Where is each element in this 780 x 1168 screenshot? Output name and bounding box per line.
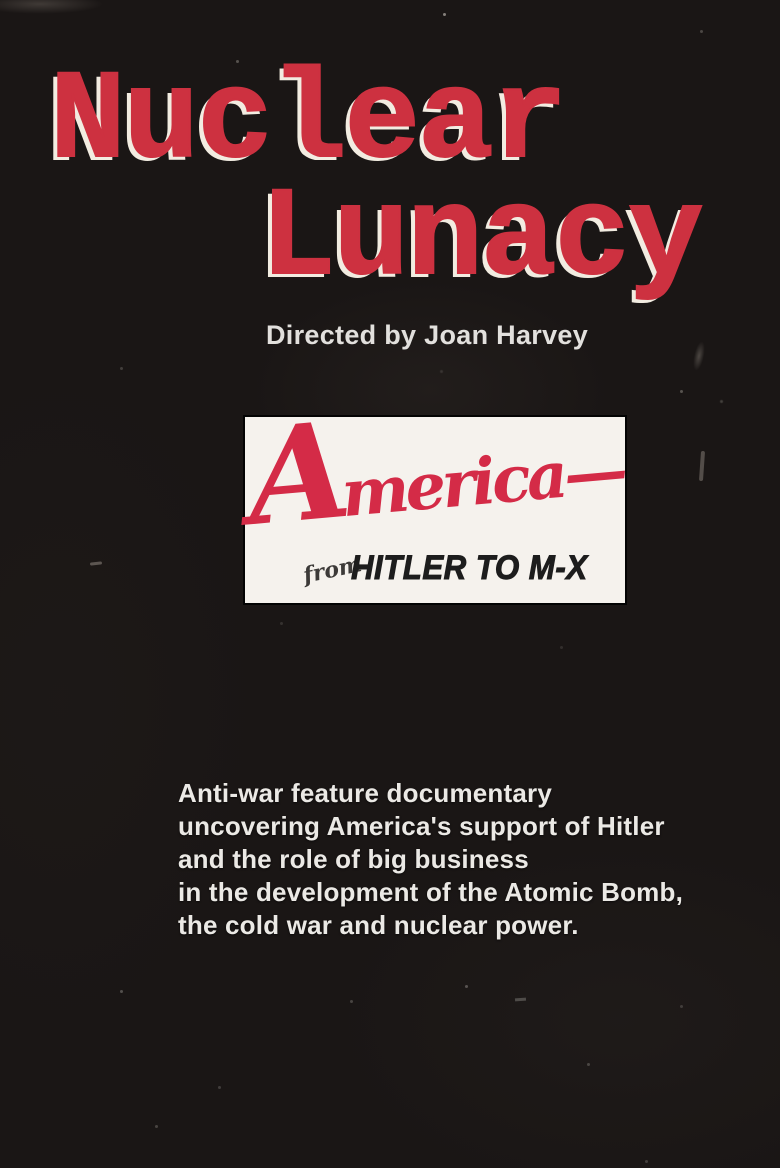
synopsis-line: Anti-war feature documentary	[178, 778, 553, 808]
logo-subtitle-text: HITLER TO M-X	[351, 549, 588, 587]
synopsis-block	[178, 777, 683, 942]
scan-smudge	[691, 340, 707, 371]
synopsis-line: the cold war and nuclear power.	[178, 910, 579, 940]
synopsis-line: and the role of big business	[178, 844, 529, 874]
director-credit: Directed by Joan Harvey	[266, 320, 589, 350]
logo-from-text: from	[300, 551, 365, 589]
synopsis-line: uncovering America's support of Hitler	[178, 811, 665, 841]
scan-scratch	[515, 998, 526, 1002]
synopsis-line: in the development of the Atomic Bomb,	[178, 877, 683, 907]
america-script-text: America—	[240, 393, 627, 557]
title-line-1: Nuclear	[50, 51, 566, 194]
title-line-2: Lunacy	[260, 168, 702, 311]
america-logo-box	[240, 393, 627, 603]
scan-scratch	[699, 451, 705, 481]
film-grain-specks	[443, 13, 446, 16]
scan-scratch	[90, 561, 102, 565]
